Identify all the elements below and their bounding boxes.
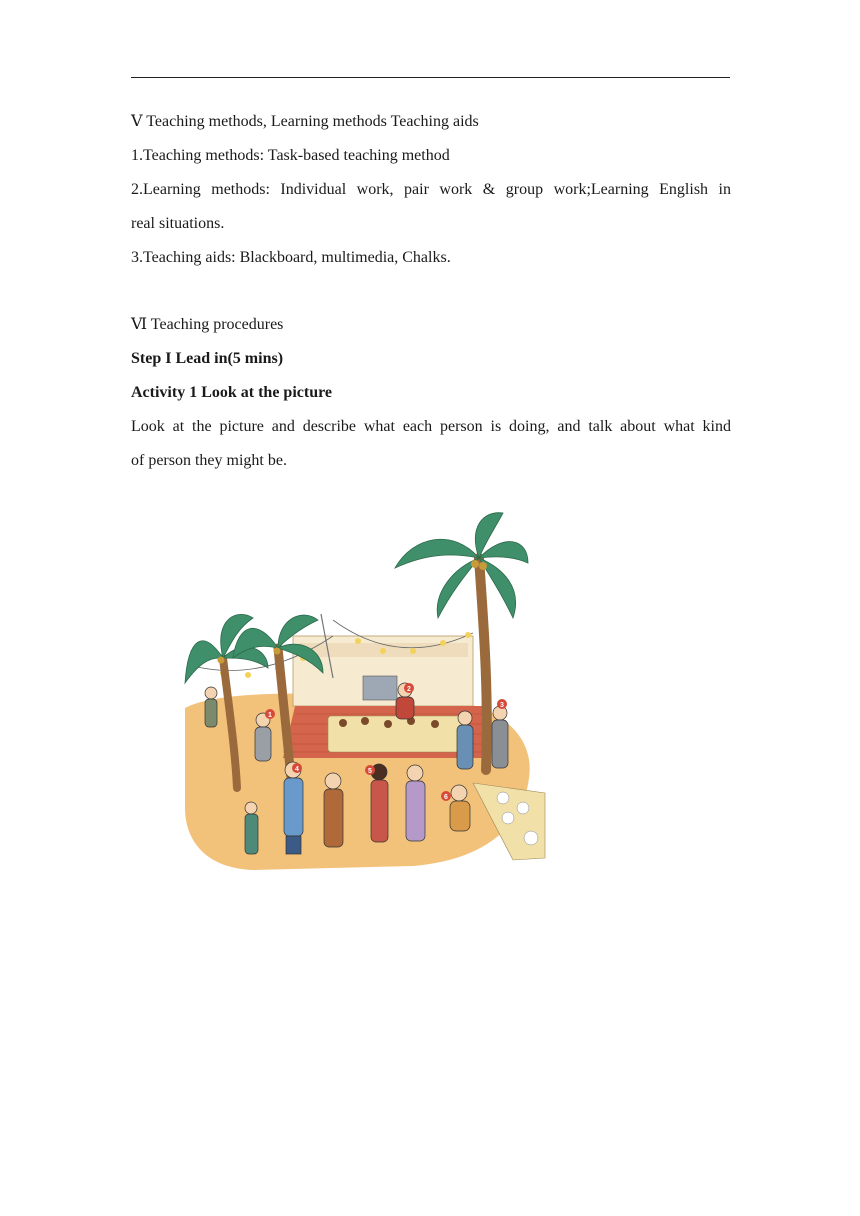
person-figure [457,711,473,769]
marker-label: 4 [295,766,299,773]
learning-methods-item: 2.Learning methods: Individual work, pair work & group work;Learning English in [131,181,731,198]
learning-methods-item-cont: real situations. [131,215,225,232]
marker-label: 3 [500,702,504,709]
person-figure [371,764,388,842]
teaching-methods-item: 1.Teaching methods: Task-based teaching method [131,147,450,164]
step-heading: Step I Lead in(5 mins) [131,350,284,367]
instruction-text-cont: of person they might be. [131,452,287,469]
party-illustration [183,508,549,886]
marker-label: 5 [368,768,372,775]
person-figure [450,785,470,831]
person-figure [245,802,258,854]
person-figure [324,773,343,847]
teaching-aids-item: 3.Teaching aids: Blackboard, multimedia, Chalks. [131,249,451,266]
header-rule [131,77,730,78]
person-figure [255,713,271,761]
section-6-heading: Ⅵ Teaching procedures [131,316,284,333]
person-figure [492,706,508,768]
instruction-text: Look at the picture and describe what each person is doing, and talk about what kind [131,418,731,435]
person-figure [205,687,217,727]
marker-label: 6 [444,794,448,801]
section-5-heading: Ⅴ Teaching methods, Learning methods Teaching aids [131,113,479,130]
marker-label: 2 [407,686,411,693]
activity-heading: Activity 1 Look at the picture [131,384,333,401]
person-figure [406,765,425,841]
marker-label: 1 [268,712,272,719]
